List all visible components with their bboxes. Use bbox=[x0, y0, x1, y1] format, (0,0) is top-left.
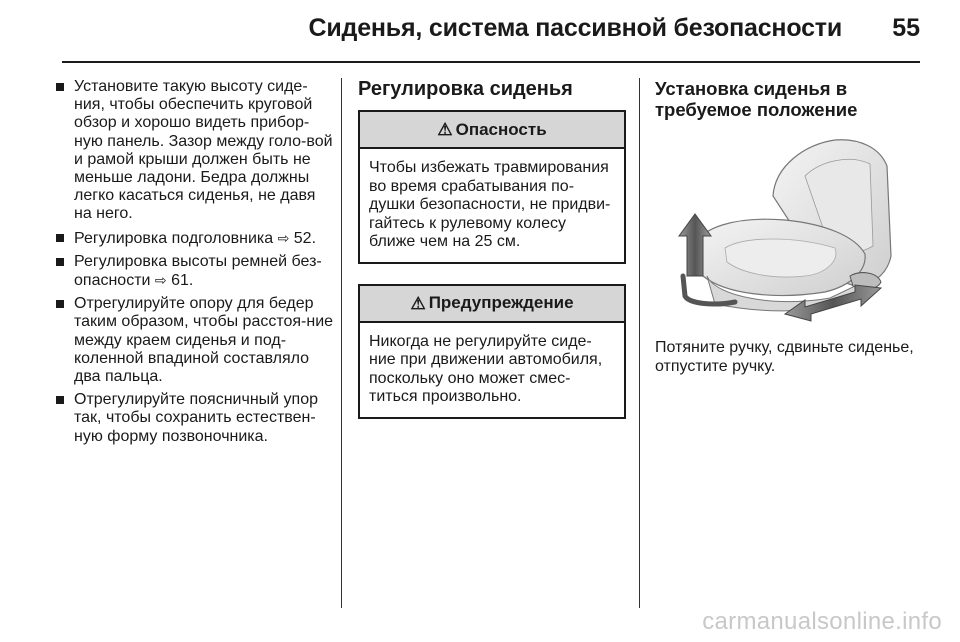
list-item bbox=[56, 295, 334, 386]
bullet-square-icon bbox=[56, 396, 64, 404]
list-item-text: Отрегулируйте опору для бедер таким образом, чтобы расстоя-ние между краем сиденья и под-коленной впадиной составляло два пальца. bbox=[74, 295, 334, 386]
list-item bbox=[56, 229, 334, 248]
column-right bbox=[655, 78, 927, 376]
page-ref-arrow-icon: ⇨ bbox=[277, 229, 290, 246]
page-ref-link[interactable]: 52. bbox=[293, 229, 317, 247]
warning-triangle-icon: ⚠ bbox=[437, 120, 453, 139]
list-item bbox=[56, 253, 334, 290]
danger-heading: Опасность bbox=[455, 119, 547, 139]
warning-triangle-icon: ⚠ bbox=[410, 293, 426, 313]
list-item-text: Регулировка высоты ремней без-опасности bbox=[74, 252, 322, 290]
bullet-list bbox=[56, 78, 334, 446]
page-number: 55 bbox=[892, 14, 920, 42]
danger-text: Чтобы избежать травмирования во время срабатывания по-душки безопасности, не придви-гайтесь к рулевому колесу ближе чем на 25 см. bbox=[369, 159, 611, 250]
list-item-text: Регулировка подголовника bbox=[74, 229, 274, 247]
list-item-text: Установите такую высоту сиде-ния, чтобы обеспечить круговой обзор и хорошо видеть прибор-ную панель. Зазор между голо-вой и рамой крыши должен быть не меньше ладони. Бедра должны легко касаться сиденья, не давя на него. bbox=[74, 78, 333, 223]
section-title: Регулировка сиденья bbox=[358, 78, 573, 100]
page-title: Сиденья, система пассивной безопасности bbox=[308, 14, 842, 42]
danger-box-header bbox=[360, 112, 624, 149]
figure-caption: Потяните ручку, сдвиньте сиденье, отпустите ручку. bbox=[655, 339, 914, 375]
bullet-square-icon bbox=[56, 234, 64, 242]
column-divider-left bbox=[341, 78, 342, 608]
page-ref-arrow-icon: ⇨ bbox=[154, 272, 167, 289]
column-left bbox=[56, 78, 334, 451]
column-middle bbox=[358, 78, 626, 439]
section-title: Установка сиденья в требуемое положение bbox=[655, 78, 858, 120]
list-item bbox=[56, 391, 334, 446]
column-divider-right bbox=[639, 78, 640, 608]
watermark: carmanualsonline.info bbox=[702, 608, 942, 635]
list-item bbox=[56, 78, 334, 224]
header-divider bbox=[62, 61, 920, 63]
warning-heading: Предупреждение bbox=[428, 293, 574, 312]
bullet-square-icon bbox=[56, 83, 64, 91]
warning-box-header bbox=[360, 286, 624, 323]
bullet-square-icon bbox=[56, 300, 64, 308]
seat-adjust-illustration-icon bbox=[655, 136, 923, 326]
page-header bbox=[0, 0, 960, 62]
page-ref-link[interactable]: 61. bbox=[171, 272, 194, 290]
warning-text: Никогда не регулируйте сиде-ние при движении автомобиля, поскольку оно может смес-титься произвольно. bbox=[369, 332, 603, 405]
danger-box bbox=[358, 110, 626, 264]
warning-box bbox=[358, 284, 626, 419]
list-item-text: Отрегулируйте поясничный упор так, чтобы сохранить естествен-ную форму позвоночника. bbox=[74, 391, 318, 445]
bullet-square-icon bbox=[56, 258, 64, 266]
